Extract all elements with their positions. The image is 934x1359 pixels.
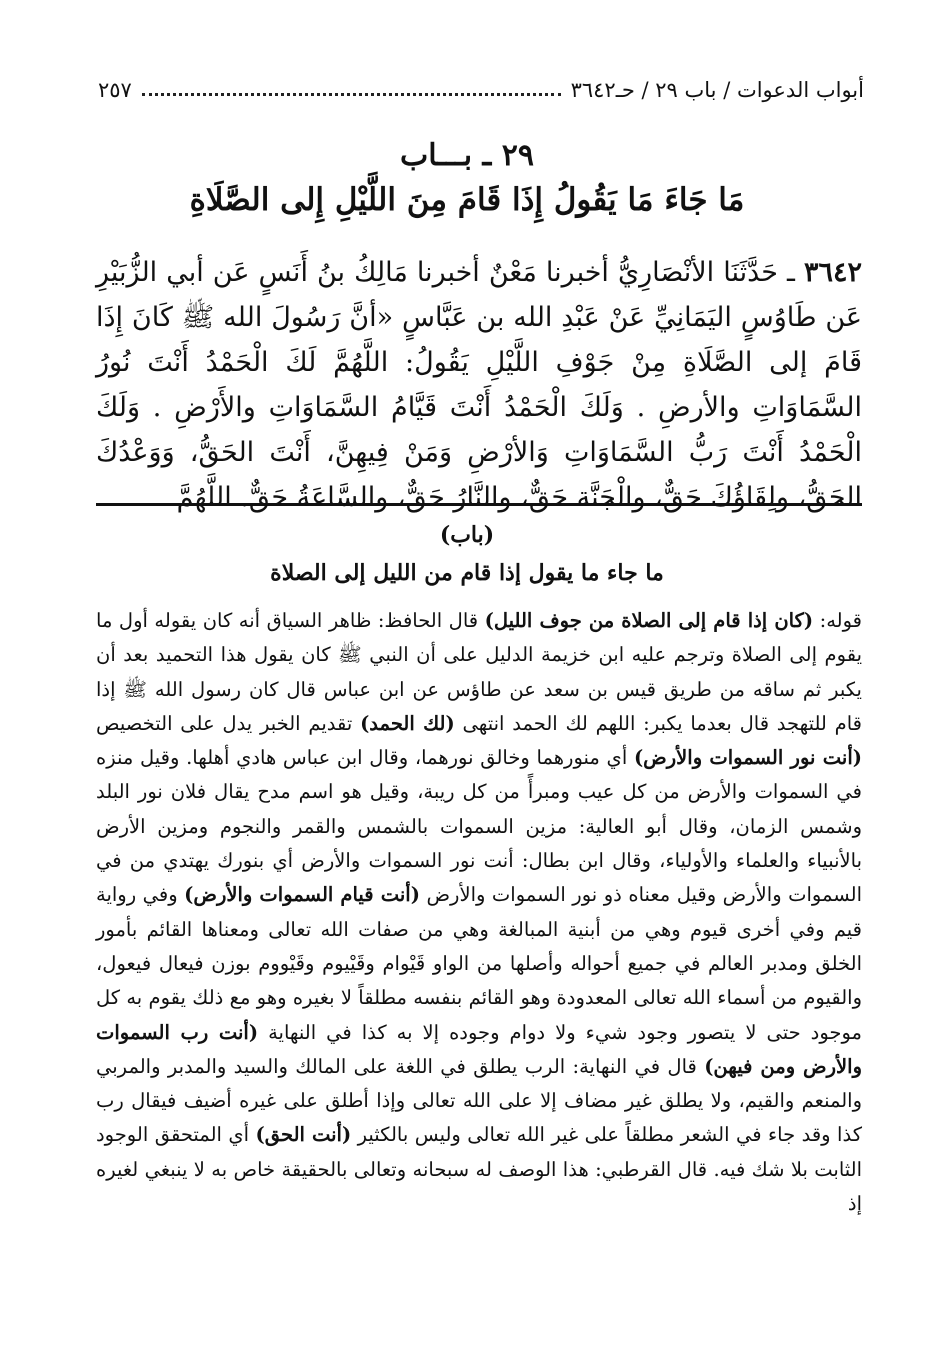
chapter-number: ٢٩ ـ بـــاب — [399, 138, 534, 173]
commentary-run: قال الحافظ: ظاهر السياق أنه كان يقوله أول ما يقوم إلى الصلاة وترجم عليه ابن خزيمة الدليل على أن النبي ﷺ كان يقول هذا التحميد بعد أن يكبر ثم ساقه من طريق قيس بن سعد عن طاؤس عن ابن عباس قال كان رسول الله ﷺ إذا قام للتهجد قال بعدما يكبر: اللهم لك الحمد انتهى — [96, 609, 862, 735]
commentary-quoted-phrase: (كان إذا قام إلى الصلاة من جوف الليل) — [484, 609, 814, 632]
commentary-run: أي المتحقق الوجود الثابت بلا شك فيه. قال القرطبي: هذا الوصف له سبحانه وتعالى بالحقيقة خاص به لا ينبغي لغيره إذ — [96, 1123, 862, 1216]
chapter-title: مَا جَاءَ مَا يَقُولُ إِذَا قَامَ مِنَ اللَّيْلِ إِلى الصَّلَاةِ — [189, 182, 745, 218]
commentary-quoted-phrase: (لك الحمد) — [360, 711, 455, 735]
divider-rule — [96, 503, 862, 506]
running-title: أبواب الدعوات / باب ٢٩ / حـ٣٦٤٢ — [570, 78, 864, 102]
commentary-quoted-phrase: (أنت الحق) — [255, 1123, 352, 1147]
commentary-run: وفي رواية قيم وفي أخرى قيوم وهي من أبنية المبالغة وهي من صفات الله تعالى ومعناها القائم بأمور الخلق ومدبر العالم في جميع أحواله وأصلها من الواو قَيْوام وقَيْيوم وقَيْووم بوزن فيعال فيعول، والقيوم من أسماء الله تعالى المعدودة وهو القائم بنفسه مطلقاً لا بغيره وهو مع ذلك يقوم به كل موجود حتى لا يتصور وجود شيء ولا دوام وجوده إلا به كذا في النهاية — [96, 883, 862, 1044]
leader-dots — [142, 93, 561, 96]
hadith-body: ـ حَدَّثَنَا الأنْصَارِيُّ أخبرنا مَعْنٌ أخبرنا مَالِكُ بنُ أَنَسٍ عَن أبي الزُّبَيْرِ عَن طَاوُسٍ اليَمَانِيِّ عَنْ عَبْدِ الله بن عَبَّاسٍ «أنَّ رَسُولَ الله ﷺ كَانَ إِذَا قَامَ إلى الصَّلَاةِ مِنْ جَوْفِ اللَّيْلِ يَقُولُ: اللَّهُمَّ لَكَ الْحَمْدُ أَنْتَ نُورُ السَّمَاوَاتِ والأرضِ . وَلَكَ الْحَمْدُ أَنْتَ قَيَّامُ السَّمَاوَاتِ والأَرْضِ . وَلَكَ الْحَمْدُ أَنْتَ رَبُّ السَّمَاوَاتِ وَالأرْضِ وَمَنْ فِيهِنَّ، أَنْتَ الحَقُّ، وَوَعْدُكَ الحَقُّ، ولِقَاؤُكَ حَقٌّ، والْجَنَّة حَقٌّ، والنَّارُ حَقٌّ، والسَّاعَةُ حَقٌّ. اللَّهُمَّ — [96, 257, 862, 513]
commentary-quoted-phrase: (أنت رب السموات والأرض ومن فيهن) — [96, 1020, 862, 1078]
commentary-paragraph — [96, 604, 862, 1221]
commentary-run: أي منورهما وخالق نورهما، وقال ابن عباس هادي أهلها. وقيل منزه في السموات والأرض من كل عيب ومبرأً من كل ريبة، وقيل هو اسم مدح يقال فلان نور البلد وشمس الزمان، وقال أبو العالية: مزين السموات بالشمس والقمر والنجوم ومزين الأرض بالأنبياء والعلماء والأولياء، وقال ابن بطال: أنت نور السموات والأرض أي بنورك يهتدي من في السموات والأرض وقيل معناه ذو نور السموات والأرض — [96, 746, 862, 907]
commentary-bab-label: (باب) — [439, 522, 495, 548]
commentary-run: قال في النهاية: الرب يطلق في اللغة على المالك والسيد والمدبر والمربي والمنعم والقيم، ولا يطلق غير مضاف إلا على الله تعالى وإذا أطلق على غيره أضيف فيقال رب كذا وقد جاء في الشعر مطلقاً على غير الله تعالى وليس بالكثير — [96, 1054, 862, 1147]
running-header — [98, 72, 864, 108]
commentary-run: قوله: — [813, 609, 863, 632]
commentary-quoted-phrase: (أنت قيام السموات والأرض) — [184, 883, 420, 907]
page-number: ٢٥٧ — [98, 78, 132, 102]
commentary-run: تقديم الخبر يدل على التخصيص — [96, 711, 361, 735]
hadith-number: ٣٦٤٢ — [803, 257, 862, 288]
hadith-text — [96, 250, 862, 520]
commentary-quoted-phrase: (أنت نور السموات والأرض) — [633, 746, 862, 770]
commentary-text — [96, 604, 862, 1221]
commentary-title: ما جاء ما يقول إذا قام من الليل إلى الصلاة — [270, 560, 664, 586]
